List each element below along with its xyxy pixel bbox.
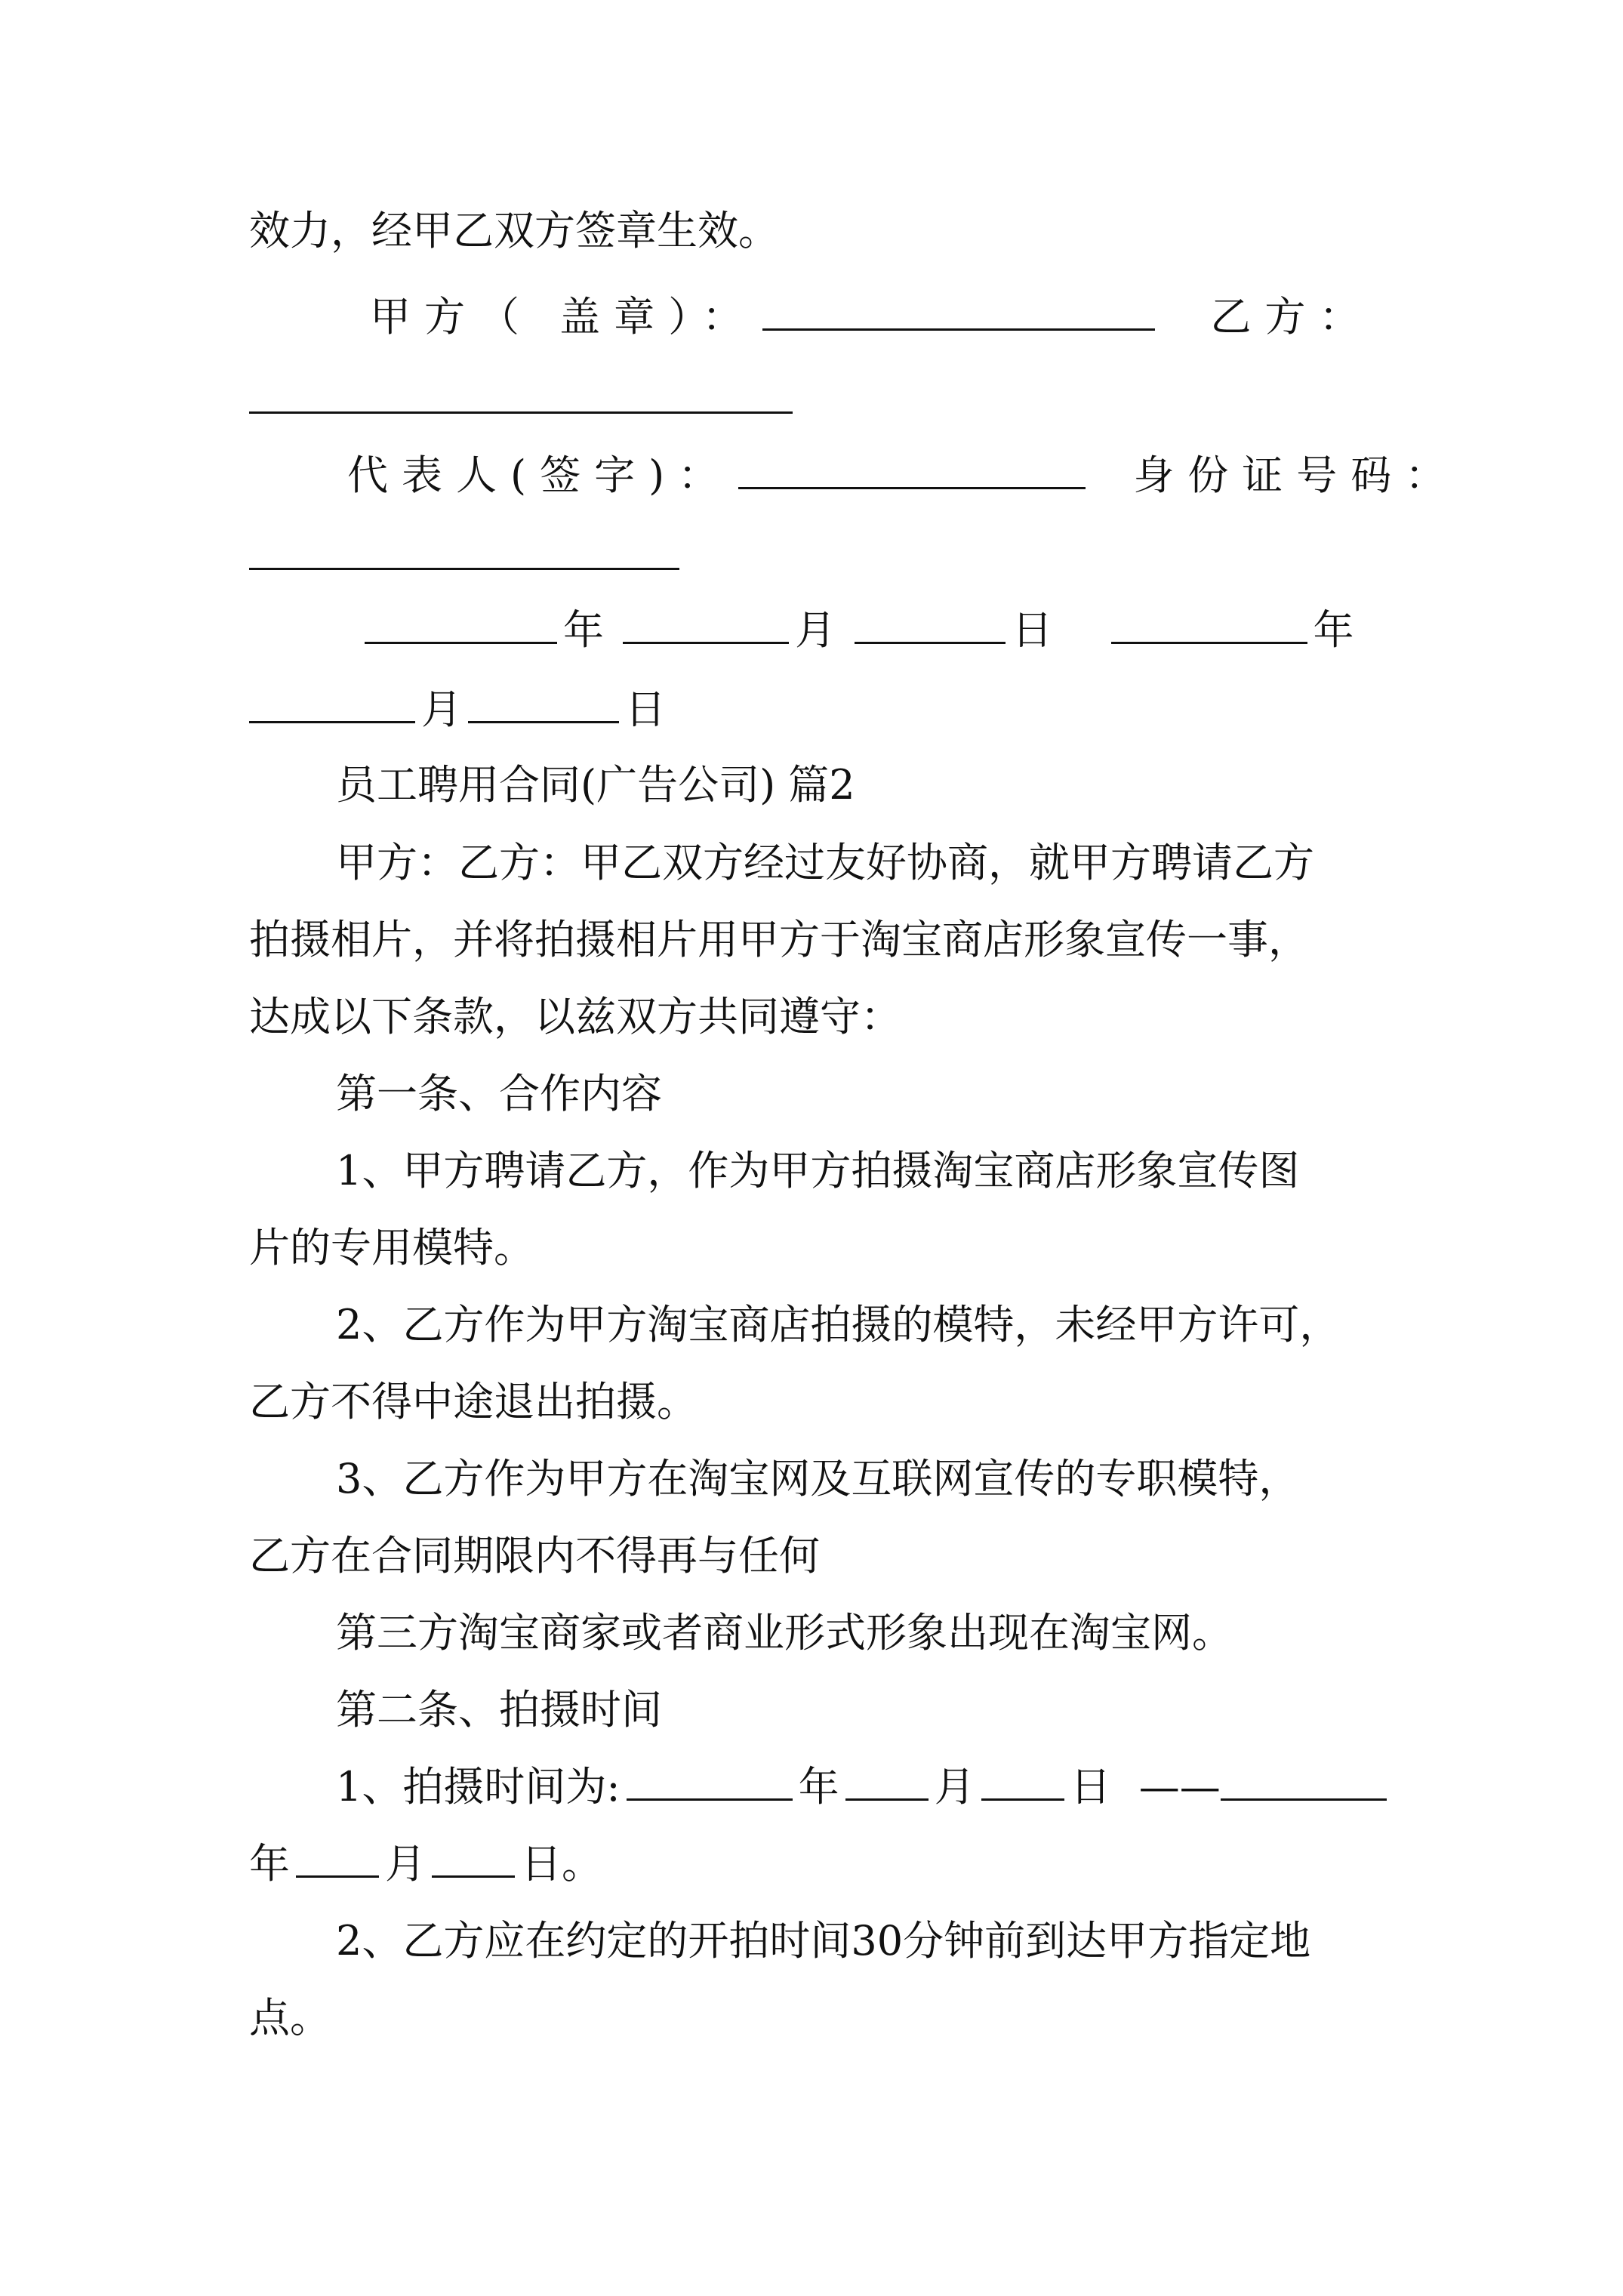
paragraph-line: 乙方不得中途退出拍摄。 bbox=[249, 1378, 698, 1425]
year-label: 年 bbox=[1313, 606, 1354, 654]
day-label: 日 bbox=[1070, 1763, 1111, 1811]
paragraph-line: 2、乙方应在约定的开拍时间30分钟前到达甲方指定地 bbox=[336, 1917, 1311, 1965]
paragraph-line: 乙方在合同期限内不得再与任何 bbox=[249, 1532, 820, 1579]
year-label: 年 bbox=[798, 1763, 839, 1811]
period: 。 bbox=[562, 1840, 602, 1888]
paragraph-line: 甲方：乙方：甲乙双方经过友好协商，就甲方聘请乙方 bbox=[336, 839, 1314, 886]
month-label: 月 bbox=[795, 606, 836, 654]
day-blank bbox=[981, 1761, 1064, 1801]
day-label: 日 bbox=[625, 686, 666, 733]
dash-separator: —— bbox=[1138, 1763, 1221, 1811]
year-blank bbox=[1221, 1761, 1387, 1801]
day-blank bbox=[855, 604, 1006, 644]
shooting-time-line bbox=[336, 1757, 1468, 1817]
section-heading: 员工聘用合同(广告公司) 篇2 bbox=[336, 761, 855, 809]
year-blank bbox=[627, 1761, 793, 1801]
paragraph-line: 3、乙方作为甲方在淘宝网及互联网宣传的专职模特， bbox=[336, 1455, 1300, 1502]
day-blank bbox=[432, 1838, 515, 1878]
rep-sign-line bbox=[347, 445, 1480, 506]
signature-blank bbox=[738, 449, 1086, 489]
article-title: 第二条、拍摄时间 bbox=[336, 1686, 662, 1734]
date-line bbox=[249, 680, 1381, 740]
party-a-seal-label: 甲方（ 盖章）： bbox=[370, 293, 757, 341]
paragraph-line: 点。 bbox=[249, 1994, 331, 2042]
rep-sign-label: 代表人(签字)： bbox=[347, 451, 733, 499]
paragraph-line: 达成以下条款，以兹双方共同遵守： bbox=[249, 993, 901, 1040]
year-label: 年 bbox=[249, 1840, 290, 1888]
party-a-seal-line bbox=[370, 287, 1502, 347]
shooting-time-label: 1、拍摄时间为: bbox=[336, 1763, 621, 1811]
shooting-time-line bbox=[249, 1834, 1381, 1894]
month-blank bbox=[623, 604, 789, 644]
month-blank bbox=[249, 683, 415, 723]
month-label: 月 bbox=[934, 1763, 975, 1811]
id-number-label: 身份证号码： bbox=[1133, 451, 1460, 499]
year-label: 年 bbox=[563, 606, 604, 654]
day-blank bbox=[468, 683, 619, 723]
day-label: 日 bbox=[1012, 606, 1053, 654]
paragraph-line: 第三方淘宝商家或者商业形式形象出现在淘宝网。 bbox=[336, 1609, 1233, 1657]
month-blank bbox=[845, 1761, 929, 1801]
day-label: 日 bbox=[521, 1840, 562, 1888]
text-line: 效力，经甲乙双方签章生效。 bbox=[249, 207, 779, 254]
paragraph-line: 2、乙方作为甲方淘宝商店拍摄的模特，未经甲方许可， bbox=[336, 1301, 1341, 1348]
paragraph-line: 片的专用模特。 bbox=[249, 1224, 534, 1271]
month-blank bbox=[296, 1838, 379, 1878]
month-label: 月 bbox=[421, 686, 462, 733]
paragraph-line: 拍摄相片，并将拍摄相片用甲方于淘宝商店形象宣传一事， bbox=[249, 916, 1309, 963]
date-line bbox=[359, 600, 1491, 661]
year-blank bbox=[365, 604, 557, 644]
year-blank bbox=[1111, 604, 1307, 644]
article-title: 第一条、合作内容 bbox=[336, 1070, 662, 1117]
paragraph-line: 1、甲方聘请乙方，作为甲方拍摄淘宝商店形象宣传图 bbox=[336, 1147, 1300, 1194]
party-b-label: 乙方： bbox=[1210, 293, 1374, 341]
id-number-blank bbox=[249, 568, 679, 570]
signature-blank bbox=[762, 291, 1155, 331]
signature-blank bbox=[249, 411, 793, 414]
month-label: 月 bbox=[385, 1840, 426, 1888]
